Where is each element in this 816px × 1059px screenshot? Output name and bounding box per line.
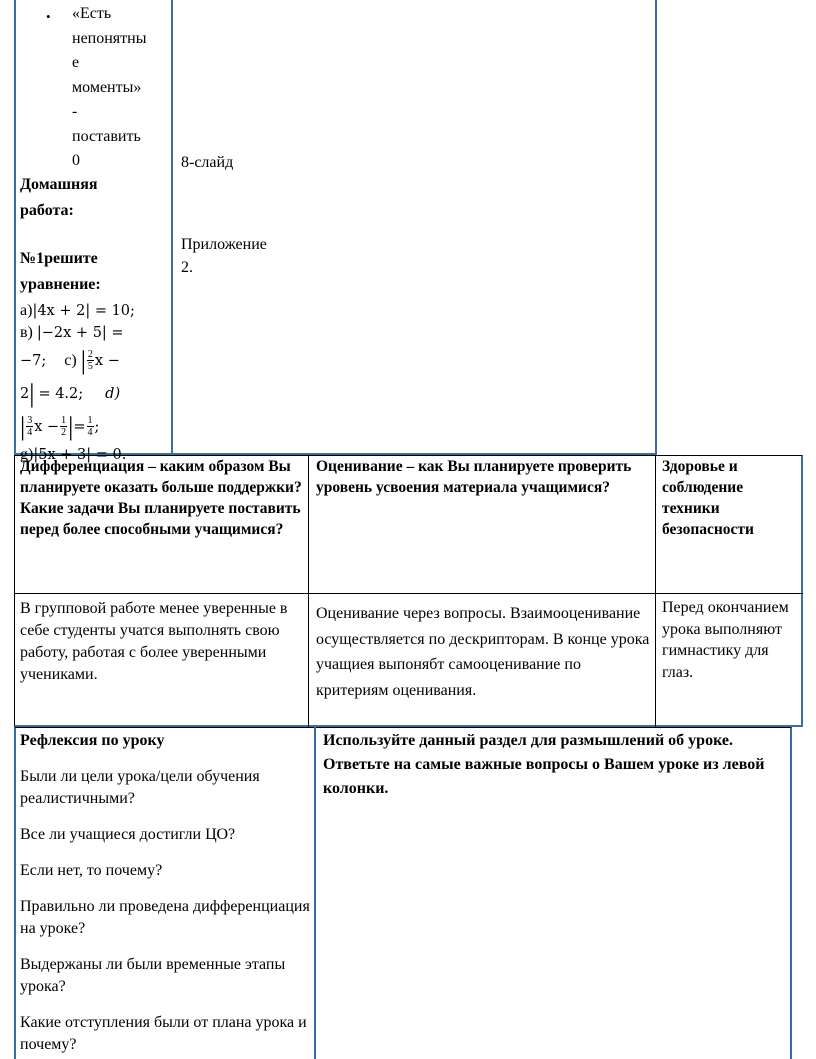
bullet-line: е bbox=[72, 54, 80, 71]
bullet-line: - bbox=[72, 103, 78, 120]
cell-differentiation: В групповой работе менее уверенные в себе студенты учатся выполнять свою работу, работая с более уверенными учениками. bbox=[20, 600, 288, 683]
task-title: №1решите уравнение: bbox=[20, 249, 101, 293]
bullet-list-item bbox=[20, 0, 170, 174]
reflection-question: Были ли цели урока/цели обучения реалистичными? bbox=[20, 768, 260, 807]
reflection-question: Все ли учащиеся достигли ЦО? bbox=[20, 826, 236, 843]
slide-label: 8-слайд bbox=[181, 154, 234, 171]
homework-title: Домашняя работа: bbox=[20, 175, 98, 219]
equation-a: а)|4x + 2| = 10; bbox=[20, 301, 135, 319]
reflection-question: Какие отступления были от плана урока и почему? bbox=[20, 1014, 307, 1053]
equation-d: | $\frac{3}{4}$ x − $\frac{1}{2}$ |= $\frac{1}{4}$ ; bbox=[20, 411, 100, 441]
cell-assessment: Оценивание через вопросы. Взаимооценивание осуществляется по дескрипторам. В конце урока учащиея выпонябт самооценивание по критериям оценивания. bbox=[316, 605, 650, 699]
top-left-cell bbox=[20, 0, 170, 466]
reflection-instructions: Используйте данный раздел для размышлений об уроке. Ответьте на самые важные вопросы о Вашем уроке из левой колонки. bbox=[323, 732, 765, 797]
header-health-safety: Здоровье и соблюдение техники безопасности bbox=[662, 458, 754, 538]
equation-g: g)|5x + 3| = 0. bbox=[20, 445, 127, 463]
cell-health-safety: Перед окончанием урока выполняют гимнастику для глаз. bbox=[662, 599, 789, 681]
reflection-column bbox=[20, 728, 310, 1056]
top-table-divider bbox=[171, 0, 173, 455]
equation-v-c: −7; с) | $\frac{2}{5}$ x − bbox=[20, 345, 120, 375]
bullet-line: «Есть bbox=[72, 5, 112, 22]
bullet-line: 0 bbox=[72, 152, 80, 169]
header-assessment: Оценивание – как Вы планируете проверить уровень усвоения материала учащимися? bbox=[316, 458, 632, 496]
equation-v: в) |−2x + 5| = bbox=[20, 323, 124, 341]
bullet-line: непонятны bbox=[72, 29, 147, 47]
reflection-question: Выдержаны ли были временные этапы урока? bbox=[20, 956, 286, 995]
header-differentiation: Дифференциация – каким образом Вы планируете оказать больше поддержки? Какие задачи Вы планируете поставить перед более способными учащимися? bbox=[20, 458, 302, 538]
bullet-icon: • bbox=[46, 9, 51, 24]
equations bbox=[20, 300, 170, 466]
equation-c-d: 2| = 4.2; d) bbox=[20, 378, 121, 408]
reflection-question: Правильно ли проведена дифференциация на уроке? bbox=[20, 898, 310, 937]
reflection-question: Если нет, то почему? bbox=[20, 862, 163, 879]
bullet-line: поставить bbox=[72, 127, 141, 145]
reflection-title: Рефлексия по уроку bbox=[20, 732, 165, 749]
bullet-line: моменты» bbox=[72, 78, 142, 96]
fraction: $\frac{2}{5}$ bbox=[87, 349, 93, 373]
appendix-label: Приложение 2. bbox=[181, 236, 267, 276]
